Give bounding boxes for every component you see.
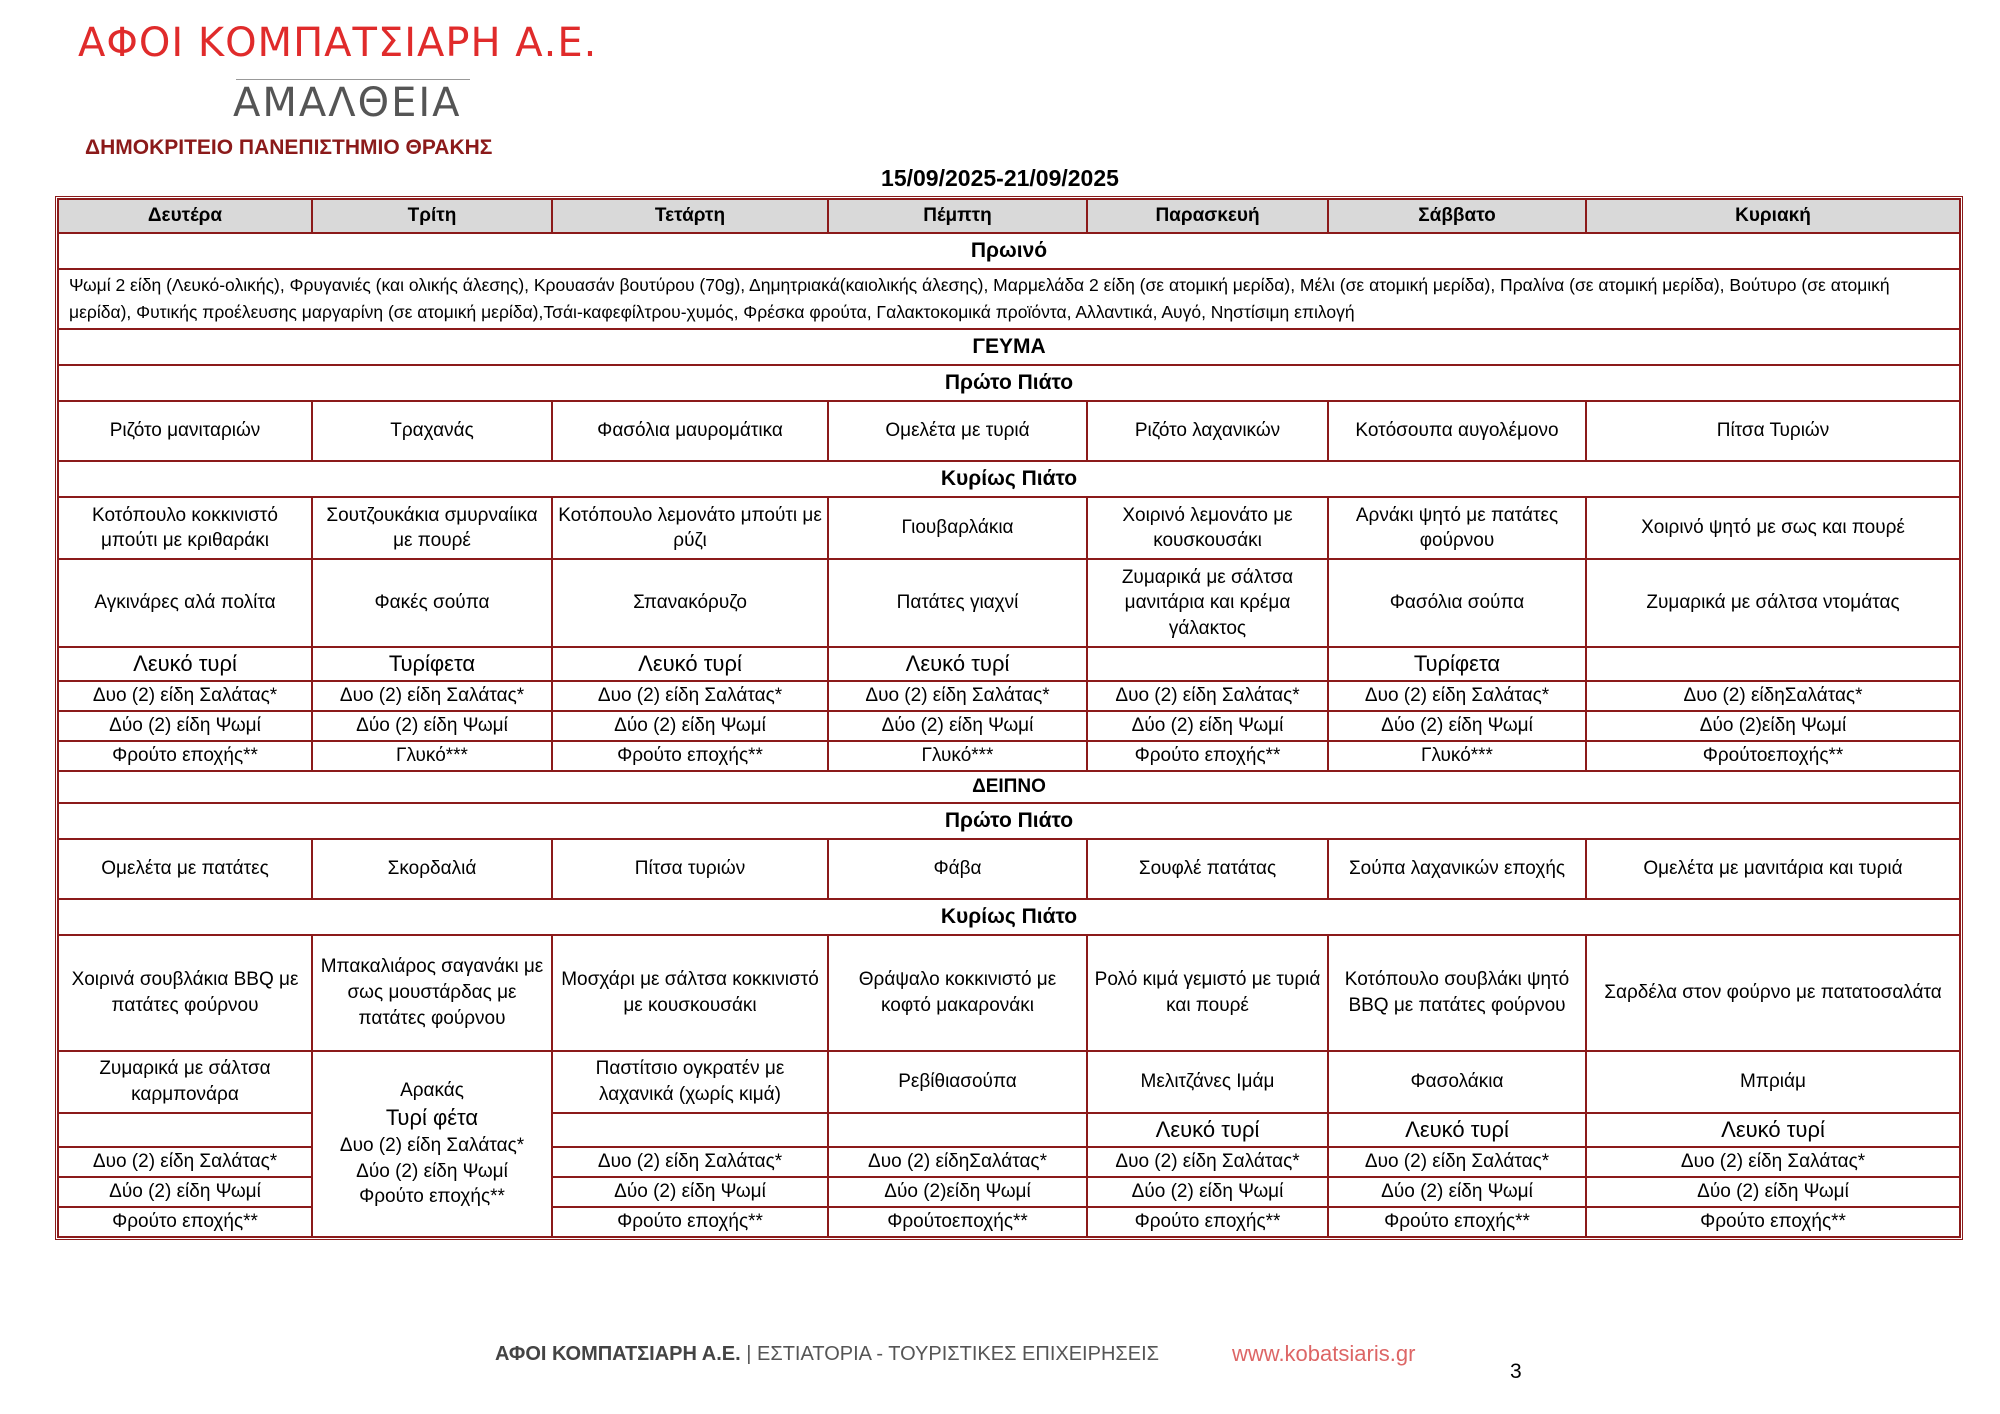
dinner-salad-cell: Δυο (2) είδη Σαλάτας* (58, 1147, 312, 1177)
lunch-main-row (58, 497, 1960, 559)
dinner-main-cell: Χοιρινά σουβλάκια BBQ με πατάτες φούρνου (58, 935, 312, 1051)
breakfast-items: Ψωμί 2 είδη (Λευκό-ολικής), Φρυγανιές (και ολικής άλεσης), Κρουασάν βουτύρου (70g), Δημητριακά(καιολικής άλεσης), Μαρμελάδα 2 είδη (σε ατομική μερίδα), Μέλι (σε ατομική μερίδα), Πραλίνα (σε ατομική μερίδα), Βούτυρο (σε ατομική μερίδα), Φυτικής προέλευσης μαργαρίνη (σε ατομική μερίδα),Τσάι-καφεφίλτρου-χυμός, Φρέσκα φρούτα, Γαλακτοκομικά προϊόντα, Αλλαντικά, Αυγό, Νηστίσιμη επιλογή (58, 269, 1960, 329)
lunch-bread-cell: Δύο (2) είδη Ψωμί (828, 711, 1087, 741)
day-friday: Παρασκευή (1087, 199, 1328, 233)
lunch-alt-cell: Πατάτες γιαχνί (828, 559, 1087, 647)
dinner-main-cell: Θράψαλο κοκκινιστό με κοφτό μακαρονάκι (828, 935, 1087, 1051)
dinner-dessert-cell: Φρούτο εποχής** (1328, 1207, 1586, 1237)
lunch-title-row (58, 329, 1960, 365)
lunch-main-title-row (58, 461, 1960, 497)
dinner-main-cell: Μπακαλιάρος σαγανάκι με σως μουστάρδας με πατάτες φούρνου (312, 935, 552, 1051)
lunch-dessert-cell: Γλυκό*** (1328, 741, 1586, 771)
dinner-cheese-cell (552, 1113, 828, 1147)
lunch-dessert-cell: Φρούτοεποχής** (1586, 741, 1960, 771)
dinner-title: ΔΕΙΠΝΟ (58, 771, 1960, 803)
dinner-tuesday-stack (312, 1051, 552, 1237)
dinner-bread-cell: Δύο (2) είδη Ψωμί (552, 1177, 828, 1207)
breakfast-row (58, 269, 1960, 329)
lunch-alt-cell: Ζυμαρικά με σάλτσα ντομάτας (1586, 559, 1960, 647)
weekly-menu (55, 196, 1963, 1240)
lunch-salad-cell: Δυο (2) είδη Σαλάτας* (312, 681, 552, 711)
dinner-first-title-row (58, 803, 1960, 839)
lunch-bread-cell: Δύο (2)είδη Ψωμί (1586, 711, 1960, 741)
breakfast-title: Πρωινό (58, 233, 1960, 269)
lunch-first-cell: Πίτσα Τυριών (1586, 401, 1960, 461)
dinner-main-title: Κυρίως Πιάτο (58, 899, 1960, 935)
dinner-dessert-cell: Φρούτοεποχής** (828, 1207, 1087, 1237)
week-range: 15/09/2025-21/09/2025 (881, 165, 1119, 191)
dinner-first-cell: Πίτσα τυριών (552, 839, 828, 899)
dinner-cheese-cell: Λευκό τυρί (1087, 1113, 1328, 1147)
lunch-cheese-cell: Τυρίφετα (312, 647, 552, 681)
lunch-cheese-cell: Λευκό τυρί (58, 647, 312, 681)
dinner-salad-cell: Δυο (2) είδη Σαλάτας* (552, 1147, 828, 1177)
day-sunday: Κυριακή (1586, 199, 1960, 233)
lunch-salad-cell: Δυο (2) είδη Σαλάτας* (1328, 681, 1586, 711)
dinner-bread-cell: Δύο (2)είδη Ψωμί (828, 1177, 1087, 1207)
dinner-bread-cell: Δύο (2) είδη Ψωμί (58, 1177, 312, 1207)
lunch-bread-row (58, 711, 1960, 741)
dinner-first-title: Πρώτο Πιάτο (58, 803, 1960, 839)
dinner-dessert-cell: Φρούτο εποχής** (1586, 1207, 1960, 1237)
dinner-bread-cell: Δύο (2) είδη Ψωμί (1328, 1177, 1586, 1207)
lunch-bread-cell: Δύο (2) είδη Ψωμί (58, 711, 312, 741)
dinner-first-cell: Σουφλέ πατάτας (1087, 839, 1328, 899)
lunch-main-cell: Χοιρινό ψητό με σως και πουρέ (1586, 497, 1960, 559)
dinner-cheese-cell (58, 1113, 312, 1147)
dinner-bread-cell: Δύο (2) είδη Ψωμί (1586, 1177, 1960, 1207)
lunch-cheese-cell: Λευκό τυρί (828, 647, 1087, 681)
day-tuesday: Τρίτη (312, 199, 552, 233)
lunch-first-cell: Τραχανάς (312, 401, 552, 461)
lunch-cheese-cell: Τυρίφετα (1328, 647, 1586, 681)
dinner-cheese-cell (828, 1113, 1087, 1147)
lunch-cheese-cell (1586, 647, 1960, 681)
company-logo-text: ΑΦΟΙ ΚΟΜΠΑΤΣΙΑΡΗ Α.Ε. (78, 20, 598, 66)
brand-logo: ΑΜΑΛΘΕΙΑ (233, 80, 462, 126)
lunch-alt-cell: Ζυμαρικά με σάλτσα μανιτάρια και κρέμα γάλακτος (1087, 559, 1328, 647)
dinner-dessert-cell: Φρούτο εποχής** (552, 1207, 828, 1237)
dinner-first-cell: Φάβα (828, 839, 1087, 899)
dinner-alt-cell: Παστίτσιο ογκρατέν με λαχανικά (χωρίς κιμά) (552, 1051, 828, 1113)
dinner-salad-cell: Δυο (2) είδη Σαλάτας* (1586, 1147, 1960, 1177)
dinner-alt-cell: Ρεβίθιασούπα (828, 1051, 1087, 1113)
dinner-first-cell: Ομελέτα με πατάτες (58, 839, 312, 899)
lunch-main-cell: Κοτόπουλο λεμονάτο μπούτι με ρύζι (552, 497, 828, 559)
lunch-main-cell: Γιουβαρλάκια (828, 497, 1087, 559)
dinner-dessert-cell: Φρούτο εποχής** (359, 1186, 505, 1208)
lunch-main-cell: Κοτόπουλο κοκκινιστό μπούτι με κριθαράκι (58, 497, 312, 559)
footer-tagline: | ΕΣΤΙΑΤΟΡΙΑ - ΤΟΥΡΙΣΤΙΚΕΣ ΕΠΙΧΕΙΡΗΣΕΙΣ (746, 1343, 1160, 1365)
dinner-main-cell: Κοτόπουλο σουβλάκι ψητό BBQ με πατάτες φούρνου (1328, 935, 1586, 1051)
lunch-bread-cell: Δύο (2) είδη Ψωμί (1328, 711, 1586, 741)
page-number: 3 (1510, 1360, 1522, 1383)
dinner-main-cell: Μοσχάρι με σάλτσα κοκκινιστό με κουσκουσάκι (552, 935, 828, 1051)
footer-company (495, 1343, 1159, 1366)
lunch-title: ΓΕΥΜΑ (58, 329, 1960, 365)
lunch-salad-cell: Δυο (2) είδη Σαλάτας* (828, 681, 1087, 711)
dinner-alt-cell: Αρακάς (400, 1079, 464, 1101)
dinner-first-row (58, 839, 1960, 899)
lunch-first-cell: Φασόλια μαυρομάτικα (552, 401, 828, 461)
university-title: ΔΗΜΟΚΡΙΤΕΙΟ ΠΑΝΕΠΙΣΤΗΜΙΟ ΘΡΑΚΗΣ (85, 136, 493, 159)
lunch-dessert-cell: Φρούτο εποχής** (58, 741, 312, 771)
lunch-dessert-cell: Φρούτο εποχής** (1087, 741, 1328, 771)
day-thursday: Πέμπτη (828, 199, 1087, 233)
lunch-alt-cell: Σπανακόρυζο (552, 559, 828, 647)
dinner-alt-cell: Φασολάκια (1328, 1051, 1586, 1113)
dinner-cheese-cell: Τυρί φέτα (385, 1105, 479, 1131)
lunch-bread-cell: Δύο (2) είδη Ψωμί (552, 711, 828, 741)
lunch-salad-row (58, 681, 1960, 711)
lunch-alt-cell: Φασόλια σούπα (1328, 559, 1586, 647)
lunch-dessert-cell: Γλυκό*** (828, 741, 1087, 771)
lunch-dessert-cell: Γλυκό*** (312, 741, 552, 771)
menu-table (58, 199, 1960, 1237)
lunch-cheese-row (58, 647, 1960, 681)
dinner-bread-cell: Δύο (2) είδη Ψωμί (356, 1160, 508, 1182)
lunch-main-cell: Αρνάκι ψητό με πατάτες φούρνου (1328, 497, 1586, 559)
lunch-main-cell: Σουτζουκάκια σμυρναίικα με πουρέ (312, 497, 552, 559)
days-header-row (58, 199, 1960, 233)
lunch-main-title: Κυρίως Πιάτο (58, 461, 1960, 497)
lunch-cheese-cell: Λευκό τυρί (552, 647, 828, 681)
dinner-first-cell: Σκορδαλιά (312, 839, 552, 899)
lunch-first-cell: Ριζότο μανιταριών (58, 401, 312, 461)
lunch-salad-cell: Δυο (2) είδηΣαλάτας* (1586, 681, 1960, 711)
dinner-main-row (58, 935, 1960, 1051)
dinner-first-cell: Ομελέτα με μανιτάρια και τυριά (1586, 839, 1960, 899)
lunch-cheese-cell (1087, 647, 1328, 681)
dinner-dessert-cell: Φρούτο εποχής** (58, 1207, 312, 1237)
dinner-alt-cell: Ζυμαρικά με σάλτσα καρμπονάρα (58, 1051, 312, 1113)
lunch-salad-cell: Δυο (2) είδη Σαλάτας* (1087, 681, 1328, 711)
day-saturday: Σάββατο (1328, 199, 1586, 233)
dinner-salad-cell: Δυο (2) είδη Σαλάτας* (1328, 1147, 1586, 1177)
dinner-alt-cell: Μελιτζάνες Ιμάμ (1087, 1051, 1328, 1113)
dinner-main-cell: Ρολό κιμά γεμιστό με τυριά και πουρέ (1087, 935, 1328, 1051)
lunch-alt-row (58, 559, 1960, 647)
lunch-main-cell: Χοιρινό λεμονάτο με κουσκουσάκι (1087, 497, 1328, 559)
lunch-bread-cell: Δύο (2) είδη Ψωμί (1087, 711, 1328, 741)
lunch-first-cell: Ομελέτα με τυριά (828, 401, 1087, 461)
lunch-bread-cell: Δύο (2) είδη Ψωμί (312, 711, 552, 741)
dinner-cheese-cell: Λευκό τυρί (1328, 1113, 1586, 1147)
footer-company-name: ΑΦΟΙ ΚΟΜΠΑΤΣΙΑΡΗ Α.Ε. (495, 1343, 741, 1365)
lunch-dessert-row (58, 741, 1960, 771)
lunch-salad-cell: Δυο (2) είδη Σαλάτας* (552, 681, 828, 711)
dinner-alt-cell: Μπριάμ (1586, 1051, 1960, 1113)
dinner-first-cell: Σούπα λαχανικών εποχής (1328, 839, 1586, 899)
day-monday: Δευτέρα (58, 199, 312, 233)
lunch-first-row (58, 401, 1960, 461)
lunch-dessert-cell: Φρούτο εποχής** (552, 741, 828, 771)
dinner-bread-cell: Δύο (2) είδη Ψωμί (1087, 1177, 1328, 1207)
lunch-salad-cell: Δυο (2) είδη Σαλάτας* (58, 681, 312, 711)
dinner-dessert-cell: Φρούτο εποχής** (1087, 1207, 1328, 1237)
dinner-title-row (58, 771, 1960, 803)
dinner-main-cell: Σαρδέλα στον φούρνο με πατατοσαλάτα (1586, 935, 1960, 1051)
footer-website-link[interactable]: www.kobatsiaris.gr (1232, 1341, 1416, 1366)
lunch-first-title: Πρώτο Πιάτο (58, 365, 1960, 401)
lunch-alt-cell: Φακές σούπα (312, 559, 552, 647)
dinner-main-title-row (58, 899, 1960, 935)
lunch-alt-cell: Αγκινάρες αλά πολίτα (58, 559, 312, 647)
dinner-alt-row (58, 1051, 1960, 1113)
dinner-salad-cell: Δυο (2) είδη Σαλάτας* (339, 1134, 525, 1156)
breakfast-title-row (58, 233, 1960, 269)
day-wednesday: Τετάρτη (552, 199, 828, 233)
lunch-first-cell: Κοτόσουπα αυγολέμονο (1328, 401, 1586, 461)
lunch-first-cell: Ριζότο λαχανικών (1087, 401, 1328, 461)
dinner-cheese-cell: Λευκό τυρί (1586, 1113, 1960, 1147)
dinner-salad-cell: Δυο (2) είδη Σαλάτας* (1087, 1147, 1328, 1177)
dinner-salad-cell: Δυο (2) είδηΣαλάτας* (828, 1147, 1087, 1177)
lunch-first-title-row (58, 365, 1960, 401)
